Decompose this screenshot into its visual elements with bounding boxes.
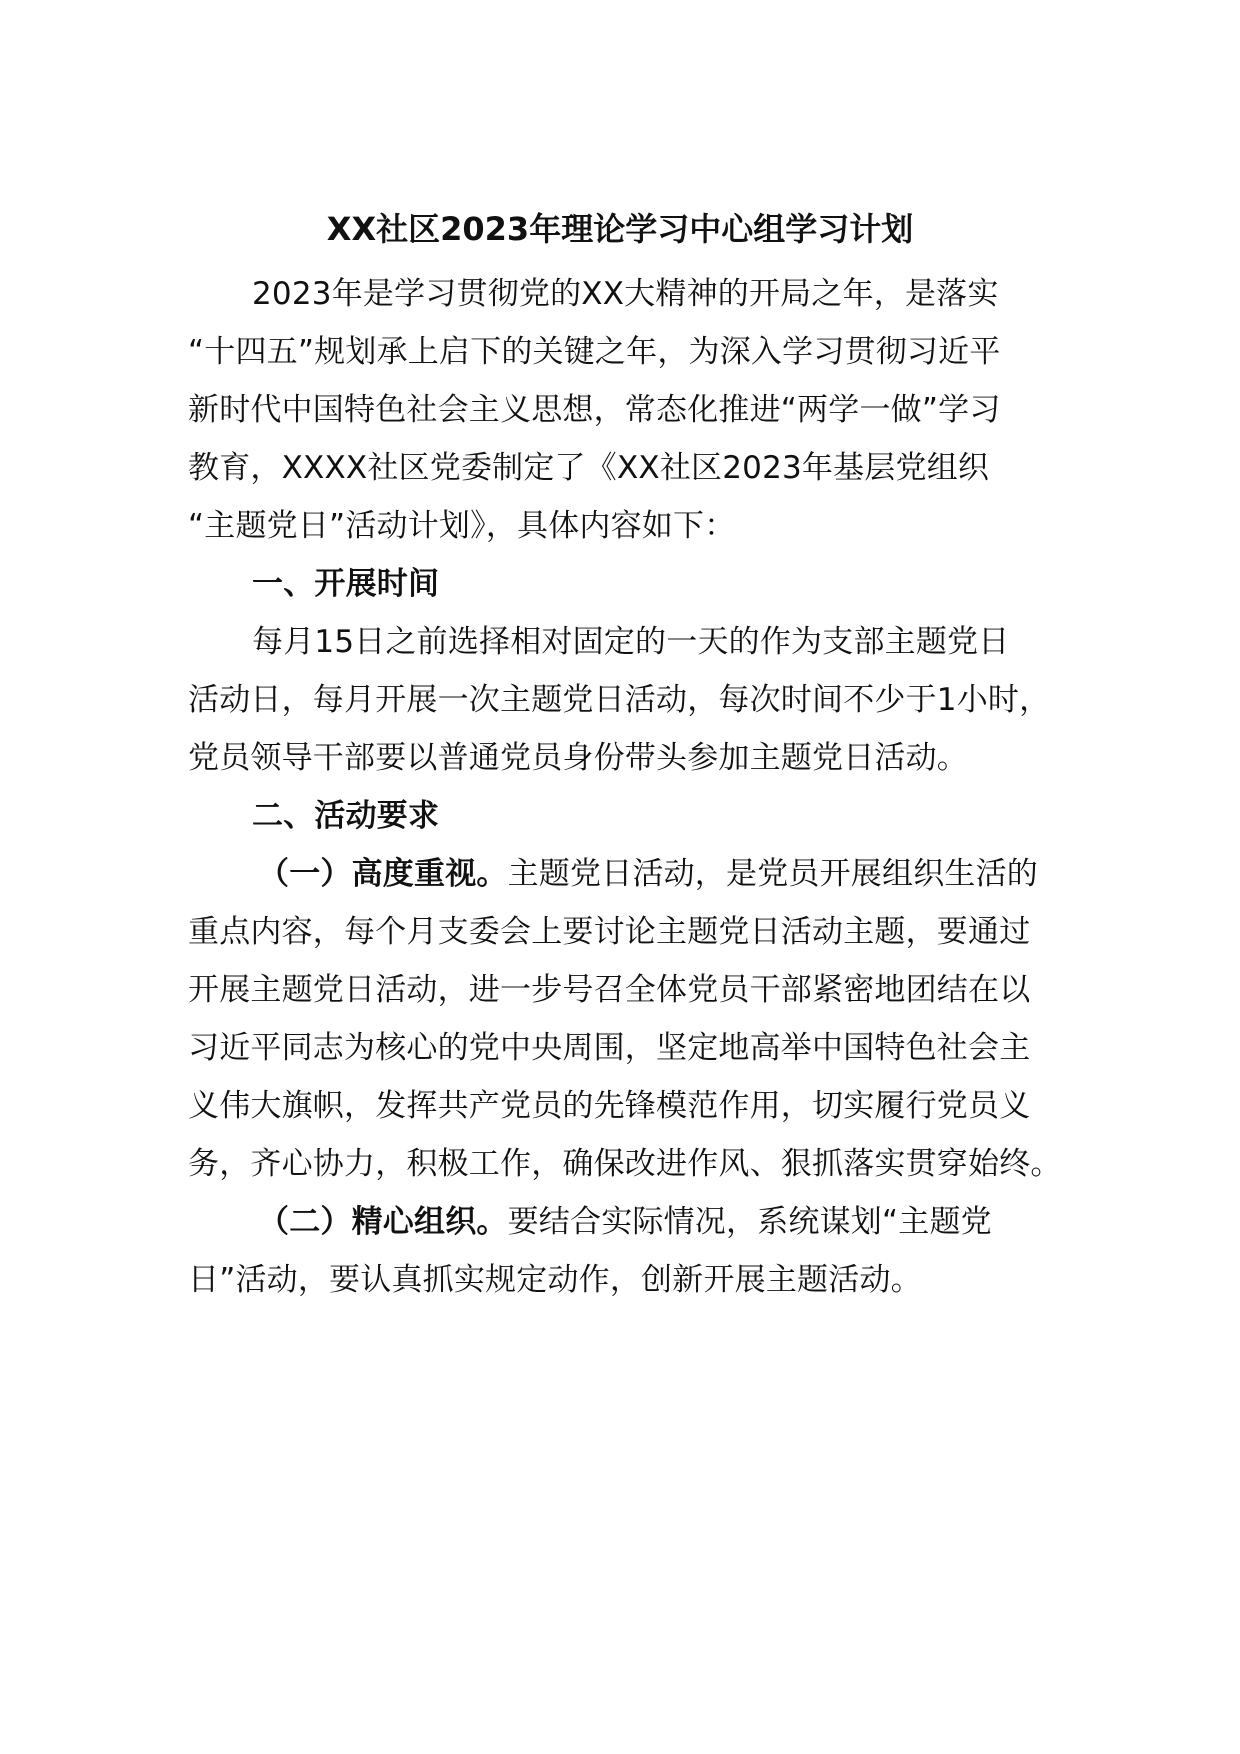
section-2-heading: 二、活动要求 (252, 798, 440, 834)
intro-line: “主题党日”活动计划》，具体内容如下： (188, 508, 736, 544)
item-1-label: （一）高度重视。 (258, 856, 508, 892)
section-1-line: 活动日，每月开展一次主题党日活动，每次时间不少于1小时， (188, 682, 1051, 718)
item-2-line: 日”活动，要认真抓实规定动作，创新开展主题活动。 (188, 1262, 922, 1298)
intro-line: “十四五”规划承上启下的关键之年，为深入学习贯彻习近平 (188, 334, 1001, 370)
intro-line: 教育，XXXX社区党委制定了《XX社区2023年基层党组织 (188, 450, 990, 486)
item-2-first-line (258, 1198, 1138, 1246)
item-1-line: 开展主题党日活动，进一步号召全体党员干部紧密地团结在以 (188, 972, 1031, 1008)
section-1-line: 党员领导干部要以普通党员身份带头参加主题党日活动。 (188, 740, 968, 776)
item-1-line: 务，齐心协力，积极工作，确保改进作风、狠抓落实贯穿始终。 (188, 1146, 1062, 1182)
document-title: XX社区2023年理论学习中心组学习计划 (326, 210, 914, 248)
item-1-line: 义伟大旗帜，发挥共产党员的先锋模范作用，切实履行党员义 (188, 1088, 1031, 1124)
intro-line: 新时代中国特色社会主义思想，常态化推进“两学一做”学习 (188, 392, 1001, 428)
item-1-first-line (258, 850, 1138, 898)
item-1-first-text: 主题党日活动，是党员开展组织生活的 (507, 856, 1039, 892)
item-2-first-text: 要结合实际情况，系统谋划“主题党 (507, 1204, 992, 1240)
item-1-line: 习近平同志为核心的党中央周围，坚定地高举中国特色社会主 (188, 1030, 1031, 1066)
item-2-label: （二）精心组织。 (258, 1204, 508, 1240)
section-1-heading: 一、开展时间 (252, 566, 440, 602)
section-1-line: 每月15日之前选择相对固定的一天的作为支部主题党日 (252, 624, 1010, 660)
item-1-line: 重点内容，每个月支委会上要讨论主题党日活动主题，要通过 (188, 914, 1031, 950)
intro-line: 2023年是学习贯彻党的XX大精神的开局之年，是落实 (252, 276, 999, 312)
